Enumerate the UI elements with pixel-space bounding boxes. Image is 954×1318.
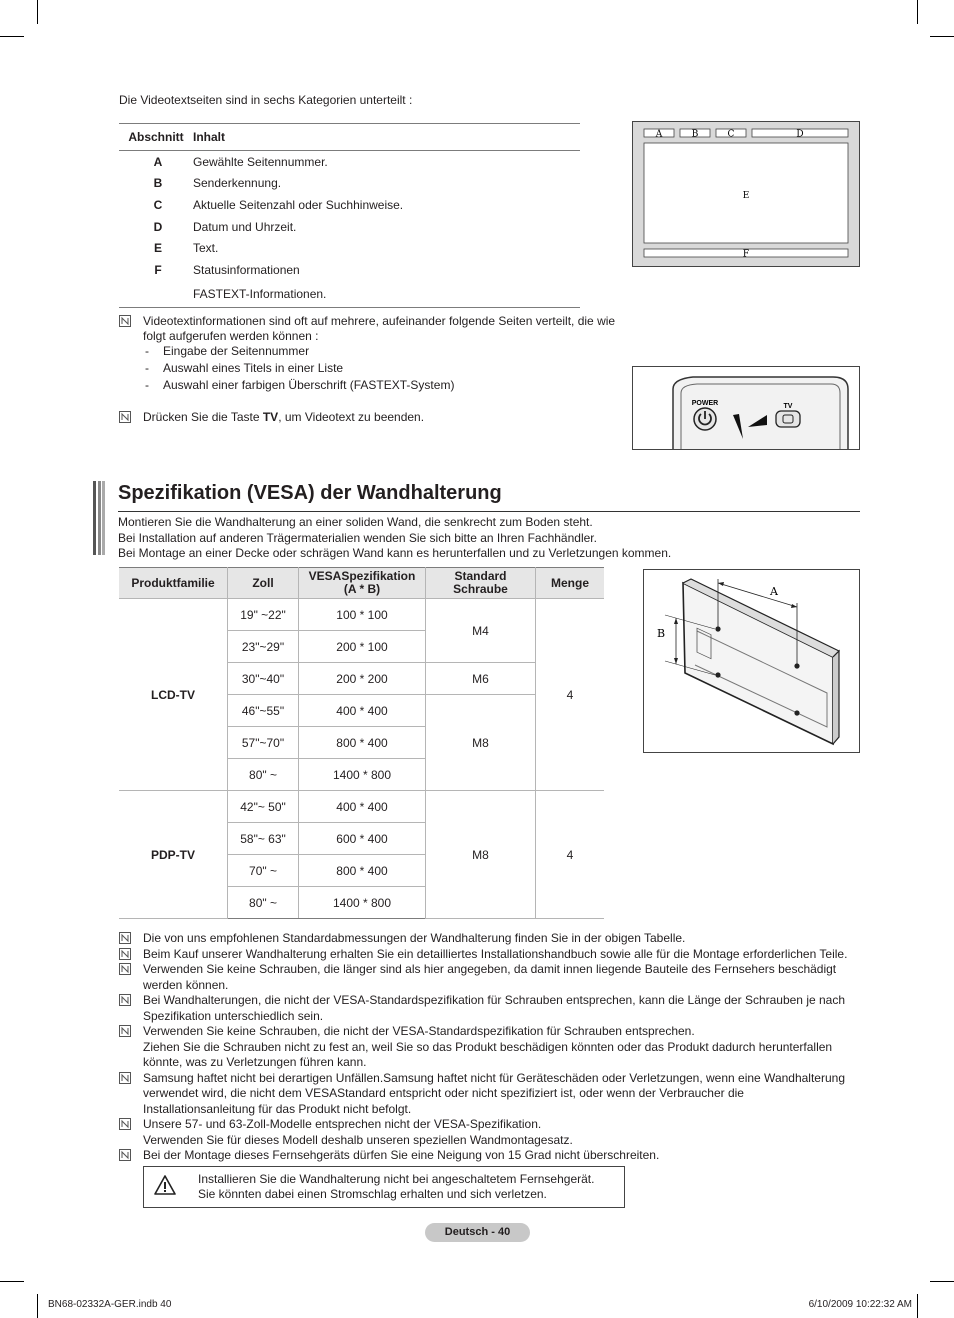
tv-label: TV [783,403,793,410]
diagram-label-d: D [796,129,804,140]
size-cell: 19" ~22" [228,599,299,631]
list-item: - Auswahl einer farbigen Überschrift (FASTEXT-System) [145,378,455,392]
table-header: Inhalt [193,124,580,151]
crop-mark [0,1281,24,1282]
remote-control-diagram [632,366,860,450]
crop-mark [930,36,954,37]
footer-file-info: BN68-02332A-GER.indb 40 [48,1299,172,1310]
note-icon [119,1025,131,1037]
vesa-cell: 800 * 400 [299,855,426,887]
note-item [119,1117,859,1148]
quantity-cell: 4 [536,599,605,791]
note-text: Unsere 57- und 63-Zoll-Modelle entsprechen nicht der VESA-Spezifikation. [143,1117,542,1131]
heading-accent-bar [93,481,105,555]
table-header: Zoll [228,568,299,599]
note-icon [119,315,131,327]
crop-mark [930,1281,954,1282]
diagram-label-e: E [742,191,750,201]
section-key: D [153,219,163,234]
note-icon [119,963,131,975]
note-icon [119,1149,131,1161]
mounting-notes [119,931,859,1164]
diagram-label-a: A [655,129,663,140]
warning-line: Sie könnten dabei einen Stromschlag erhalten und sich verletzen. [198,1187,547,1201]
vesa-cell: 400 * 400 [299,695,426,727]
note-text: Bei der Montage dieses Fernsehgeräts dürfen Sie eine Neigung von 15 Grad nicht überschreiten. [143,1148,660,1162]
size-cell: 46"~55" [228,695,299,727]
section-key: E [153,241,162,256]
bullet-list [145,343,454,394]
note-item [119,947,859,963]
crop-mark [37,0,38,24]
tv-button-icon [776,411,800,427]
vesa-cell: 200 * 200 [299,663,426,695]
diagram-label-c: C [727,129,735,140]
vesa-cell: 1400 * 800 [299,759,426,791]
size-cell: 30"~40" [228,663,299,695]
note-item [119,931,859,947]
vesa-spec-table [119,567,604,919]
screw-cell: M6 [426,663,536,695]
table-row [119,791,604,823]
diagram-label-f: F [742,249,750,260]
table-header: VESASpezifikation (A * B) [299,568,426,599]
note-text: Ziehen Sie die Schrauben nicht zu fest an, weil Sie so das Produkt beschädigen könnten oder das Produkt dadurch herunterfallen könnte, was zu Verletzungen führen kann. [143,1039,833,1069]
quantity-cell: 4 [536,791,605,919]
warning-box [143,1166,625,1208]
section-key: A [153,154,163,169]
size-cell: 42"~ 50" [228,791,299,823]
note-text: Samsung haftet nicht bei derartigen Unfällen.Samsung haftet nicht für Geräteschäden oder Verletzungen, wenn eine Wandhalterung verwendet wird, die nicht dem VESAStandard entspricht oder nicht spezifiziert ist, oder wenn der Verbraucher die Installationsanleitung für das Produkt nicht befolgt. [143,1070,845,1116]
section-key [119,281,193,308]
page-number-badge: Deutsch - 40 [425,1223,530,1242]
page-title: Spezifikation (VESA) der Wandhalterung [118,482,502,504]
section-text: FASTEXT-Informationen. [193,281,580,308]
crop-mark [917,1294,918,1318]
size-cell: 80" ~ [228,759,299,791]
diagram-label-b: B [691,129,699,140]
note-text: Die von uns empfohlenen Standardabmessungen der Wandhalterung finden Sie in der obigen Tabelle. [143,931,686,945]
note-text: Beim Kauf unserer Wandhalterung erhalten Sie ein detailliertes Installationshandbuch sowie alle für die Montage erforderlichen Teile. [143,946,848,961]
heading-rule [118,511,860,512]
vesa-cell: 100 * 100 [299,599,426,631]
warning-icon [154,1175,176,1195]
section-text: Text. [193,241,219,256]
note-icon [119,411,131,423]
size-cell: 80" ~ [228,887,299,919]
section-key: F [154,262,162,277]
section-text: Aktuelle Seitenzahl oder Suchhinweise. [193,197,404,212]
note-text: Videotextinformationen sind oft auf mehrere, aufeinander folgende Seiten verteilt, die wie folgt aufgerufen werden können : [143,314,616,343]
diagram-label-b: B [657,627,666,640]
note-icon [119,1072,131,1084]
note-item [119,993,859,1024]
size-cell: 57"~70" [228,727,299,759]
size-cell: 58"~ 63" [228,823,299,855]
size-cell: 70" ~ [228,855,299,887]
crop-mark [0,36,24,37]
screw-cell: M8 [426,695,536,791]
note-icon [119,932,131,944]
section-text: Senderkennung. [193,176,282,191]
wall-mount-diagram [643,569,860,753]
vesa-cell: 800 * 400 [299,727,426,759]
note-item [119,1148,859,1164]
vesa-cell: 200 * 100 [299,631,426,663]
intro-text: Die Videotextseiten sind in sechs Kategorien unterteilt : [119,93,413,107]
table-row [119,599,604,631]
teletext-sections-table [119,123,580,308]
note-text: Verwenden Sie keine Schrauben, die länger sind als hier angegeben, da damit innen liegende Bauteile des Fernsehers beschädigt werden können. [143,962,837,992]
power-label: POWER [691,400,719,407]
vesa-cell: 600 * 400 [299,823,426,855]
screw-cell: M8 [426,791,536,919]
note-item [119,962,859,993]
note-item [119,1071,859,1118]
note-icon [119,1118,131,1130]
teletext-screen-diagram [632,121,860,267]
crop-mark [917,0,918,24]
mounting-intro: Montieren Sie die Wandhalterung an einer soliden Wand, die senkrecht zum Boden steht. Bei Installation auf anderen Trägermaterialien wenden Sie sich bitte an Ihren Fachhändler. Bei Montage an einer Decke oder schrägen Wand kann es herunterfallen und zu Verletzungen kommen. [118,515,672,560]
list-item: - Eingabe der Seitennummer [145,344,310,358]
size-cell: 23"~29" [228,631,299,663]
product-family: LCD-TV [119,599,228,791]
note-item [119,1024,859,1071]
note-icon [119,994,131,1006]
vesa-cell: 400 * 400 [299,791,426,823]
warning-line: Installieren Sie die Wandhalterung nicht bei angeschaltetem Fernsehgerät. [198,1172,595,1186]
note-icon [119,948,131,960]
table-header: Menge [536,568,605,599]
table-header: Standard Schraube [426,568,536,599]
note-text: Verwenden Sie für dieses Modell deshalb unseren speziellen Wandmontagesatz. [143,1132,573,1147]
note-text: Verwenden Sie keine Schrauben, die nicht der VESA-Standardspezifikation für Schrauben entsprechen. [143,1024,695,1038]
table-header: Produktfamilie [119,568,228,599]
footer-timestamp: 6/10/2009 10:22:32 AM [808,1299,912,1310]
list-item: - Auswahl eines Titels in einer Liste [145,361,344,375]
exit-teletext-note: Drücken Sie die Taste TV, um Videotext zu beenden. [143,410,425,424]
section-text: Statusinformationen [193,262,300,277]
screw-cell: M4 [426,599,536,663]
section-key: B [153,176,163,191]
note-text: Bei Wandhalterungen, die nicht der VESA-Standardspezifikation für Schrauben entsprechen, kann die Länge der Schrauben je nach Spezifikation unterschiedlich sein. [143,993,846,1023]
section-text: Gewählte Seitennummer. [193,154,328,169]
vesa-cell: 1400 * 800 [299,887,426,919]
product-family: PDP-TV [119,791,228,919]
diagram-label-a: A [770,585,778,598]
section-text: Datum und Uhrzeit. [193,219,297,234]
table-header: Abschnitt [119,124,193,151]
crop-mark [37,1294,38,1318]
section-key: C [153,197,163,212]
